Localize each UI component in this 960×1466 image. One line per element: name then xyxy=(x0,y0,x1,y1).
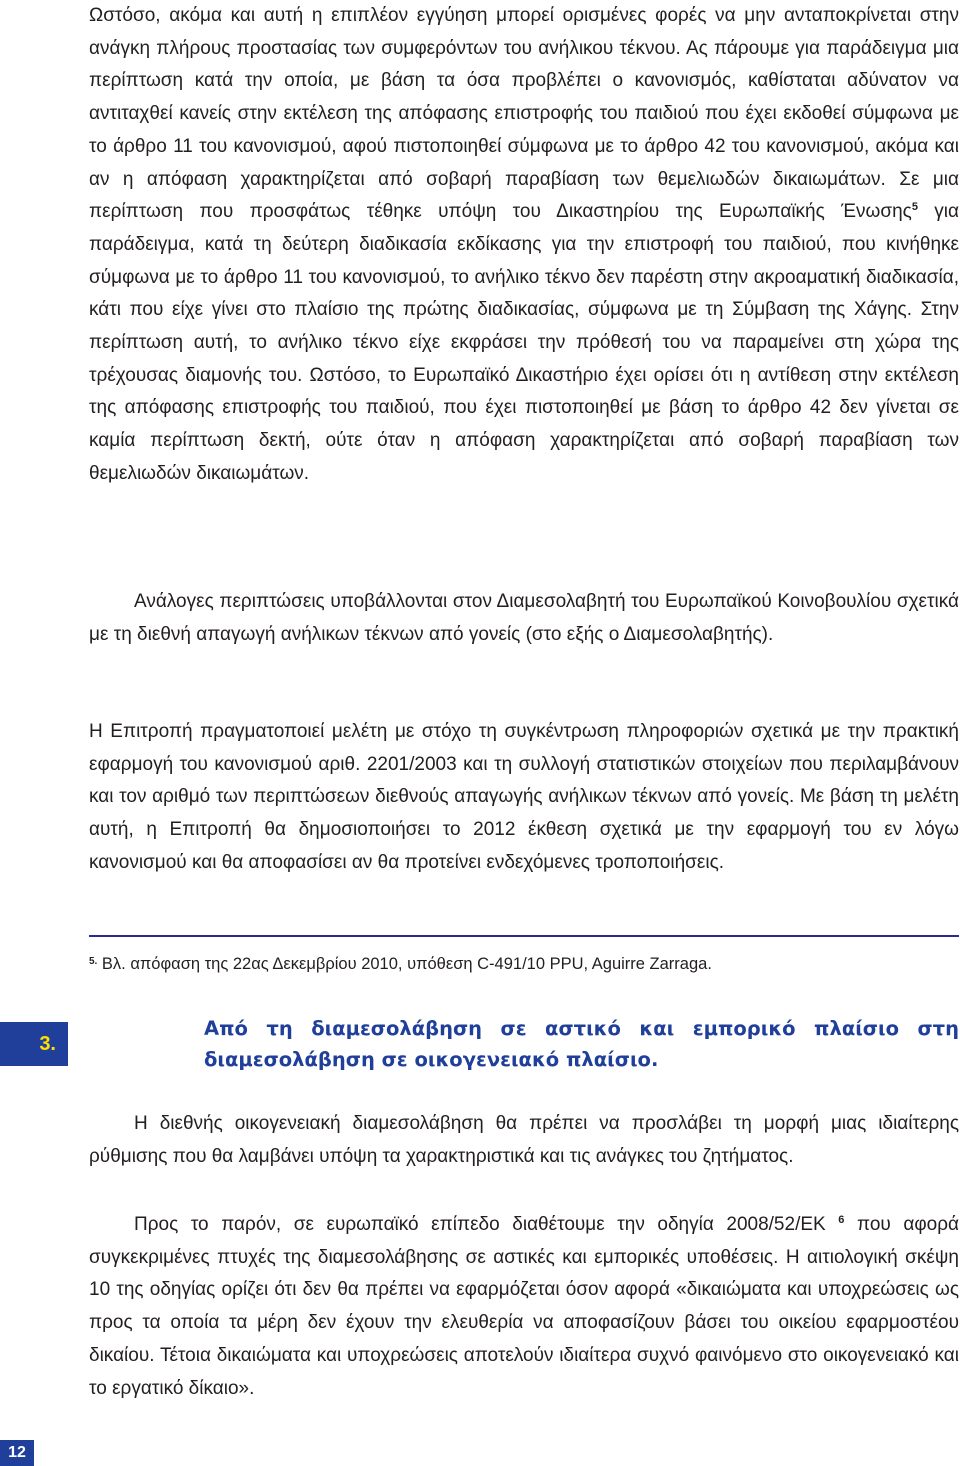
paragraph-text: για παράδειγμα, κατά τη δεύτερη διαδικασία εκδίκασης για την επιστροφή του παιδιού, που κινήθηκε σύμφωνα με το άρθρο 11 του κανονισμού, το ανήλικο τέκνο δεν παρέστη στην ακροαματική διαδικασία, κάτι που είχε γίνει στο πλαίσιο της πρώτης διαδικασίας, σύμφωνα με τη Σύμβαση της Χάγης. Στην περίπτωση αυτή, το ανήλικο τέκνο είχε εκφράσει την πρόθεσή του να παραμείνει στη χώρα της τρέχουσας διαμονής του. Ωστόσο, το Ευρωπαϊκό Δικαστήριο έχει ορίσει ότι η αντίθεση στην εκτέλεση της απόφασης επιστροφής του παιδιού, που έχει πιστοποιηθεί με βάση το άρθρο 42 δεν γίνεται σε καμία περίπτωση δεκτή, ούτε όταν η απόφαση χαρακτηρίζεται από σοβαρή παραβίαση των θεμελιωδών δικαιωμάτων. xyxy=(89,201,959,484)
page-number: 12 xyxy=(0,1440,34,1466)
paragraph-commission-study: Η Επιτροπή πραγματοποιεί μελέτη με στόχο τη συγκέντρωση πληροφοριών σχετικά με την πρακτική εφαρμογή του κανονισμού αριθ. 2201/2003 και τη συλλογή στατιστικών στοιχείων που περιλαμβάνουν και τον αριθμό των περιπτώσεων διεθνούς απαγωγής ανήλικων τέκνων από γονείς. Με βάση τη μελέτη αυτή, η Επιτροπή θα δημοσιοποιήσει το 2012 έκθεση σχετικά με την εφαρμογή του εν λόγω κανονισμού και θα αποφασίσει αν θα προτείνει ενδεχόμενες τροποποιήσεις. xyxy=(89,721,959,873)
paragraph-case-example xyxy=(89,0,959,491)
footnote-marker: 5. xyxy=(89,956,98,967)
footnote xyxy=(89,951,959,977)
paragraph-text: Προς το παρόν, σε ευρωπαϊκό επίπεδο διαθέτουμε την οδηγία 2008/52/ΕΚ xyxy=(134,1214,826,1235)
paragraph-family-mediation: Η διεθνής οικογενειακή διαμεσολάβηση θα πρέπει να προσλάβει τη μορφή μιας ιδιαίτερης ρύθμισης που θα λαμβάνει υπόψη τα χαρακτηριστικά και τις ανάγκες του ζητήματος. xyxy=(89,1113,959,1167)
section-heading: Από τη διαμεσολάβηση σε αστικό και εμπορικό πλαίσιο στη διαμεσολάβηση σε οικογενειακό πλαίσιο. xyxy=(204,1017,959,1071)
section-number-badge: 3. xyxy=(0,1022,68,1066)
paragraph-text: που αφορά συγκεκριμένες πτυχές της διαμεσολάβησης σε αστικές και εμπορικές υποθέσεις. Η αιτιολογική σκέψη 10 της οδηγίας ορίζει ότι δεν θα πρέπει να εφαρμόζεται όσον αφορά «δικαιώματα και υποχρεώσεις ως προς τα οποία τα μέρη δεν έχουν την ελευθερία να αποφασίζουν βάσει του οικείου εφαρμοστέου δικαίου. Τέτοια δικαιώματα και υποχρεώσεις αποτελούν ιδιαίτερα συχνό φαινόμενο στο οικογενειακό και το εργατικό δίκαιο». xyxy=(89,1214,960,1399)
footnote-reference[interactable]: 5 xyxy=(911,201,918,214)
footnote-divider xyxy=(89,935,959,937)
paragraph-text: Ωστόσο, ακόμα και αυτή η επιπλέον εγγύηση μπορεί ορισμένες φορές να μην ανταποκρίνεται στην ανάγκη πλήρους προστασίας των συμφερόντων του ανήλικου τέκνου. Ας πάρουμε για παράδειγμα μια περίπτωση κατά την οποία, με βάση τα όσα προβλέπει ο κανονισμός, καθίσταται αδύνατον να αντιταχθεί κανείς στην εκτέλεση της απόφασης επιστροφής του παιδιού που έχει εκδοθεί σύμφωνα με το άρθρο 11 του κανονισμού, αφού πιστοποιηθεί σύμφωνα με το άρθρο 42 του κανονισμού, ακόμα και αν η απόφαση χαρακτηρίζεται από σοβαρή παραβίαση των θεμελιωδών δικαιωμάτων. Σε μια περίπτωση που προσφάτως τέθηκε υπόψη του Δικαστηρίου της Ευρωπαϊκής Ένωσης xyxy=(89,5,959,223)
footnote-reference[interactable]: 6 xyxy=(838,1214,845,1226)
paragraph-directive xyxy=(89,1209,959,1405)
paragraph-ombudsman: Ανάλογες περιπτώσεις υποβάλλονται στον Διαμεσολαβητή του Ευρωπαϊκού Κοινοβουλίου σχετικά με τη διεθνή απαγωγή ανήλικων τέκνων από γονείς (στο εξής ο Διαμεσολαβητής). xyxy=(89,591,959,645)
footnote-text: Βλ. απόφαση της 22ας Δεκεμβρίου 2010, υπόθεση C-491/10 PPU, Aguirre Zarraga. xyxy=(97,955,712,973)
